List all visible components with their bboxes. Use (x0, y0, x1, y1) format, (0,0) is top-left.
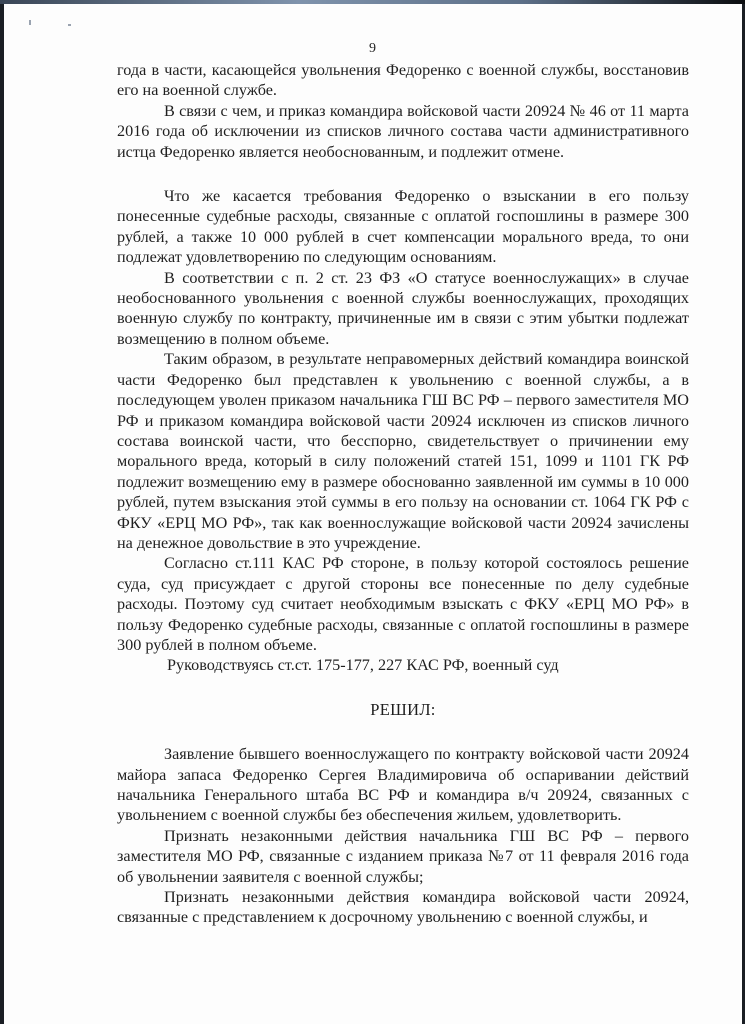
decision-paragraph: Признать незаконными действия командира войсковой части 20924, связанные с представлением к досрочному увольнению с военной службы, и (117, 888, 689, 927)
page-number: 9 (369, 41, 376, 56)
paragraph: Руководствуясь ст.ст. 175-177, 227 КАС РФ, военный суд (167, 656, 559, 675)
scan-speck (29, 20, 31, 25)
document-body (117, 60, 689, 928)
paragraph: В связи с чем, и приказ командира войсковой части 20924 № 46 от 11 марта 2016 года об исключении из списков личного состава части административного истца Федоренко является необоснованным, и подлежит отмене. (117, 101, 689, 161)
paragraph: года в части, касающейся увольнения Федоренко с военной службы, восстановив его на военной службе. (117, 61, 689, 100)
decision-paragraph: Заявление бывшего военнослужащего по контракту войсковой части 20924 майора запаса Федоренко Сергея Владимировича об оспаривании действий начальника Генерального штаба ВС РФ и командира в/ч 20924, связанных с увольнением с военной службы без обеспечения жильем, удовлетворить. (117, 745, 689, 825)
scan-speck (68, 24, 71, 26)
paragraph: Что же касается требования Федоренко о взыскании в его пользу понесенные судебные расходы, связанные с оплатой госпошлины в размере 300 рублей, а также 10 000 рублей в счет компенсации морального вреда, то они подлежат удовлетворению по следующим основаниям. (117, 187, 689, 267)
paragraph: Согласно ст.111 КАС РФ стороне, в пользу которой состоялось решение суда, суд присуждает с другой стороны все понесенные по делу судебные расходы. Поэтому суд считает необходимым взыскать с ФКУ «ЕРЦ МО РФ» в пользу Федоренко судебные расходы, связанные с оплатой госпошлины в размере 300 рублей в полном объеме. (117, 554, 689, 654)
paragraph: В соответствии с п. 2 ст. 23 ФЗ «О статусе военнослужащих» в случае необоснованного увольнения с военной службы военнослужащих, проходящих военную службу по контракту, причиненные им в связи с этим убытки подлежат возмещению в полном объеме. (117, 268, 689, 348)
paragraph: Таким образом, в результате неправомерных действий командира воинской части Федоренко был представлен к увольнению с военной службы, а в последующем уволен приказом начальника ГШ ВС РФ – первого заместителя МО РФ и приказом командира войсковой части 20924 исключен из списков личного состава воинской части, что бесспорно, свидетельствует о причинении ему морального вреда, который в силу положений статей 151, 1099 и 1101 ГК РФ подлежит возмещению ему в размере обоснованно заявленной им суммы в 10 000 рублей, путем взыскания этой суммы в его пользу на основании ст. 1064 ГК РФ с ФКУ «ЕРЦ МО РФ», так как военнослужащие войсковой части 20924 зачислены на денежное довольствие в это учреждение. (117, 350, 689, 552)
decision-heading: РЕШИЛ: (370, 699, 436, 719)
decision-paragraph: Признать незаконными действия начальника ГШ ВС РФ – первого заместителя МО РФ, связанные с изданием приказа №7 от 11 февраля 2016 года об увольнении заявителя с военной службы; (117, 826, 689, 886)
